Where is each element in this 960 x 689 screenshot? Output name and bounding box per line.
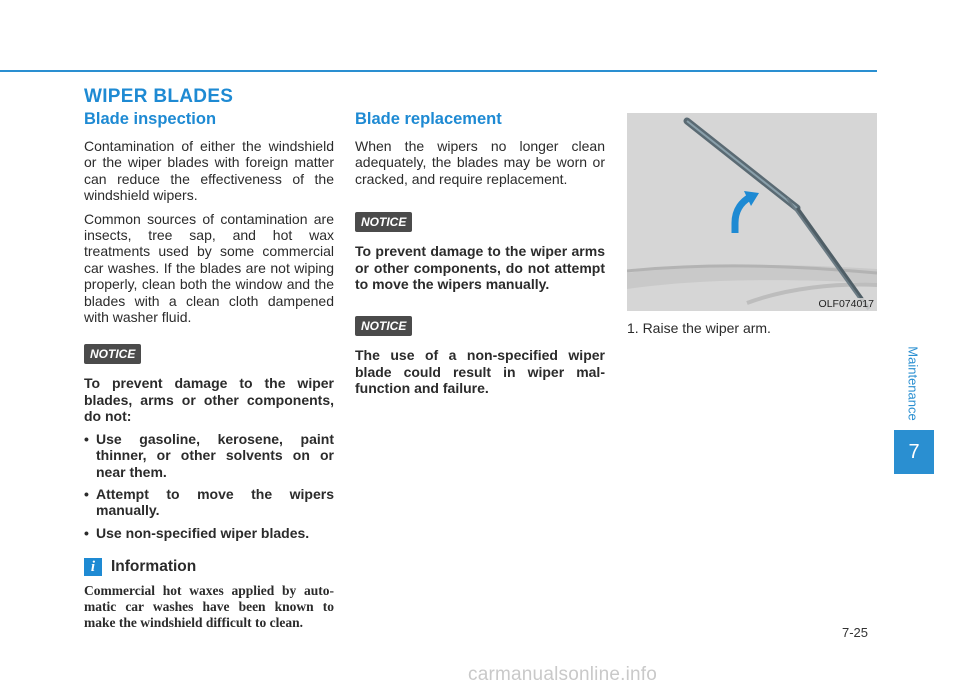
list-item: [84, 525, 334, 541]
information-title: Information: [111, 558, 197, 576]
list-item-text: Use gasoline, kerosene, paint thinner, or other solvents on or near them.: [96, 430, 334, 480]
notice-text: The use of a non-specified wiper blade could result in wiper malfunction and failure.: [355, 347, 605, 397]
notice-text: To prevent damage to the wiper blades, arms or other components, do not:: [84, 375, 334, 425]
page-number: 7-25: [842, 625, 869, 640]
paragraph-contamination: Contamination of either the windshield or the wiper blades with foreign matter can reduce the effectiveness of the windshield wipers.: [84, 138, 334, 204]
column-blade-replacement: [355, 110, 605, 403]
bullet-list: [84, 431, 334, 541]
bullet-mark: •: [84, 524, 89, 541]
watermark: carmanualsonline.info: [468, 664, 658, 685]
list-item: [84, 486, 334, 519]
figure-caption: 1. Raise the wiper arm.: [627, 320, 771, 336]
notice-text: To prevent damage to the wiper arms or other components, do not attempt to move the wipers manually.: [355, 243, 605, 293]
notice-badge: NOTICE: [84, 344, 141, 364]
information-text: Commercial hot waxes applied by automatic car washes have been known to make the windshield difficult to clean.: [84, 583, 334, 631]
heading-blade-inspection: Blade inspection: [84, 110, 217, 128]
chapter-side-label: [893, 342, 933, 424]
wiper-arm-illustration: [627, 113, 877, 311]
information-header: [84, 558, 334, 576]
paragraph-common-sources: Common sources of contamination are insects, tree sap, and hot wax treatments used by some commercial car washes. If the blades are not wiping properly, clean both the window and the blades with a clean cloth dampened with washer fluid.: [84, 210, 334, 326]
list-item-text: Use non-specified wiper blades.: [96, 524, 310, 541]
chapter-label-text: Maintenance: [905, 345, 921, 421]
heading-blade-replacement: Blade replacement: [355, 110, 502, 128]
list-item: [84, 431, 334, 480]
figure-code: OLF074017: [818, 298, 874, 310]
bullet-mark: •: [84, 430, 89, 447]
section-title: WIPER BLADES: [84, 86, 234, 107]
list-item-text: Attempt to move the wipers manually.: [96, 485, 334, 519]
chapter-tab: 7: [894, 430, 934, 474]
bullet-mark: •: [84, 485, 89, 502]
info-icon: i: [84, 558, 102, 576]
wiper-arm-photo: [627, 113, 877, 311]
column-illustration: [627, 113, 877, 336]
notice-badge: NOTICE: [355, 316, 412, 336]
paragraph-replacement: When the wipers no longer clean adequately, the blades may be worn or cracked, and require replacement.: [355, 138, 605, 187]
notice-badge: NOTICE: [355, 212, 412, 232]
column-blade-inspection: [84, 110, 334, 631]
top-rule: [0, 70, 877, 72]
